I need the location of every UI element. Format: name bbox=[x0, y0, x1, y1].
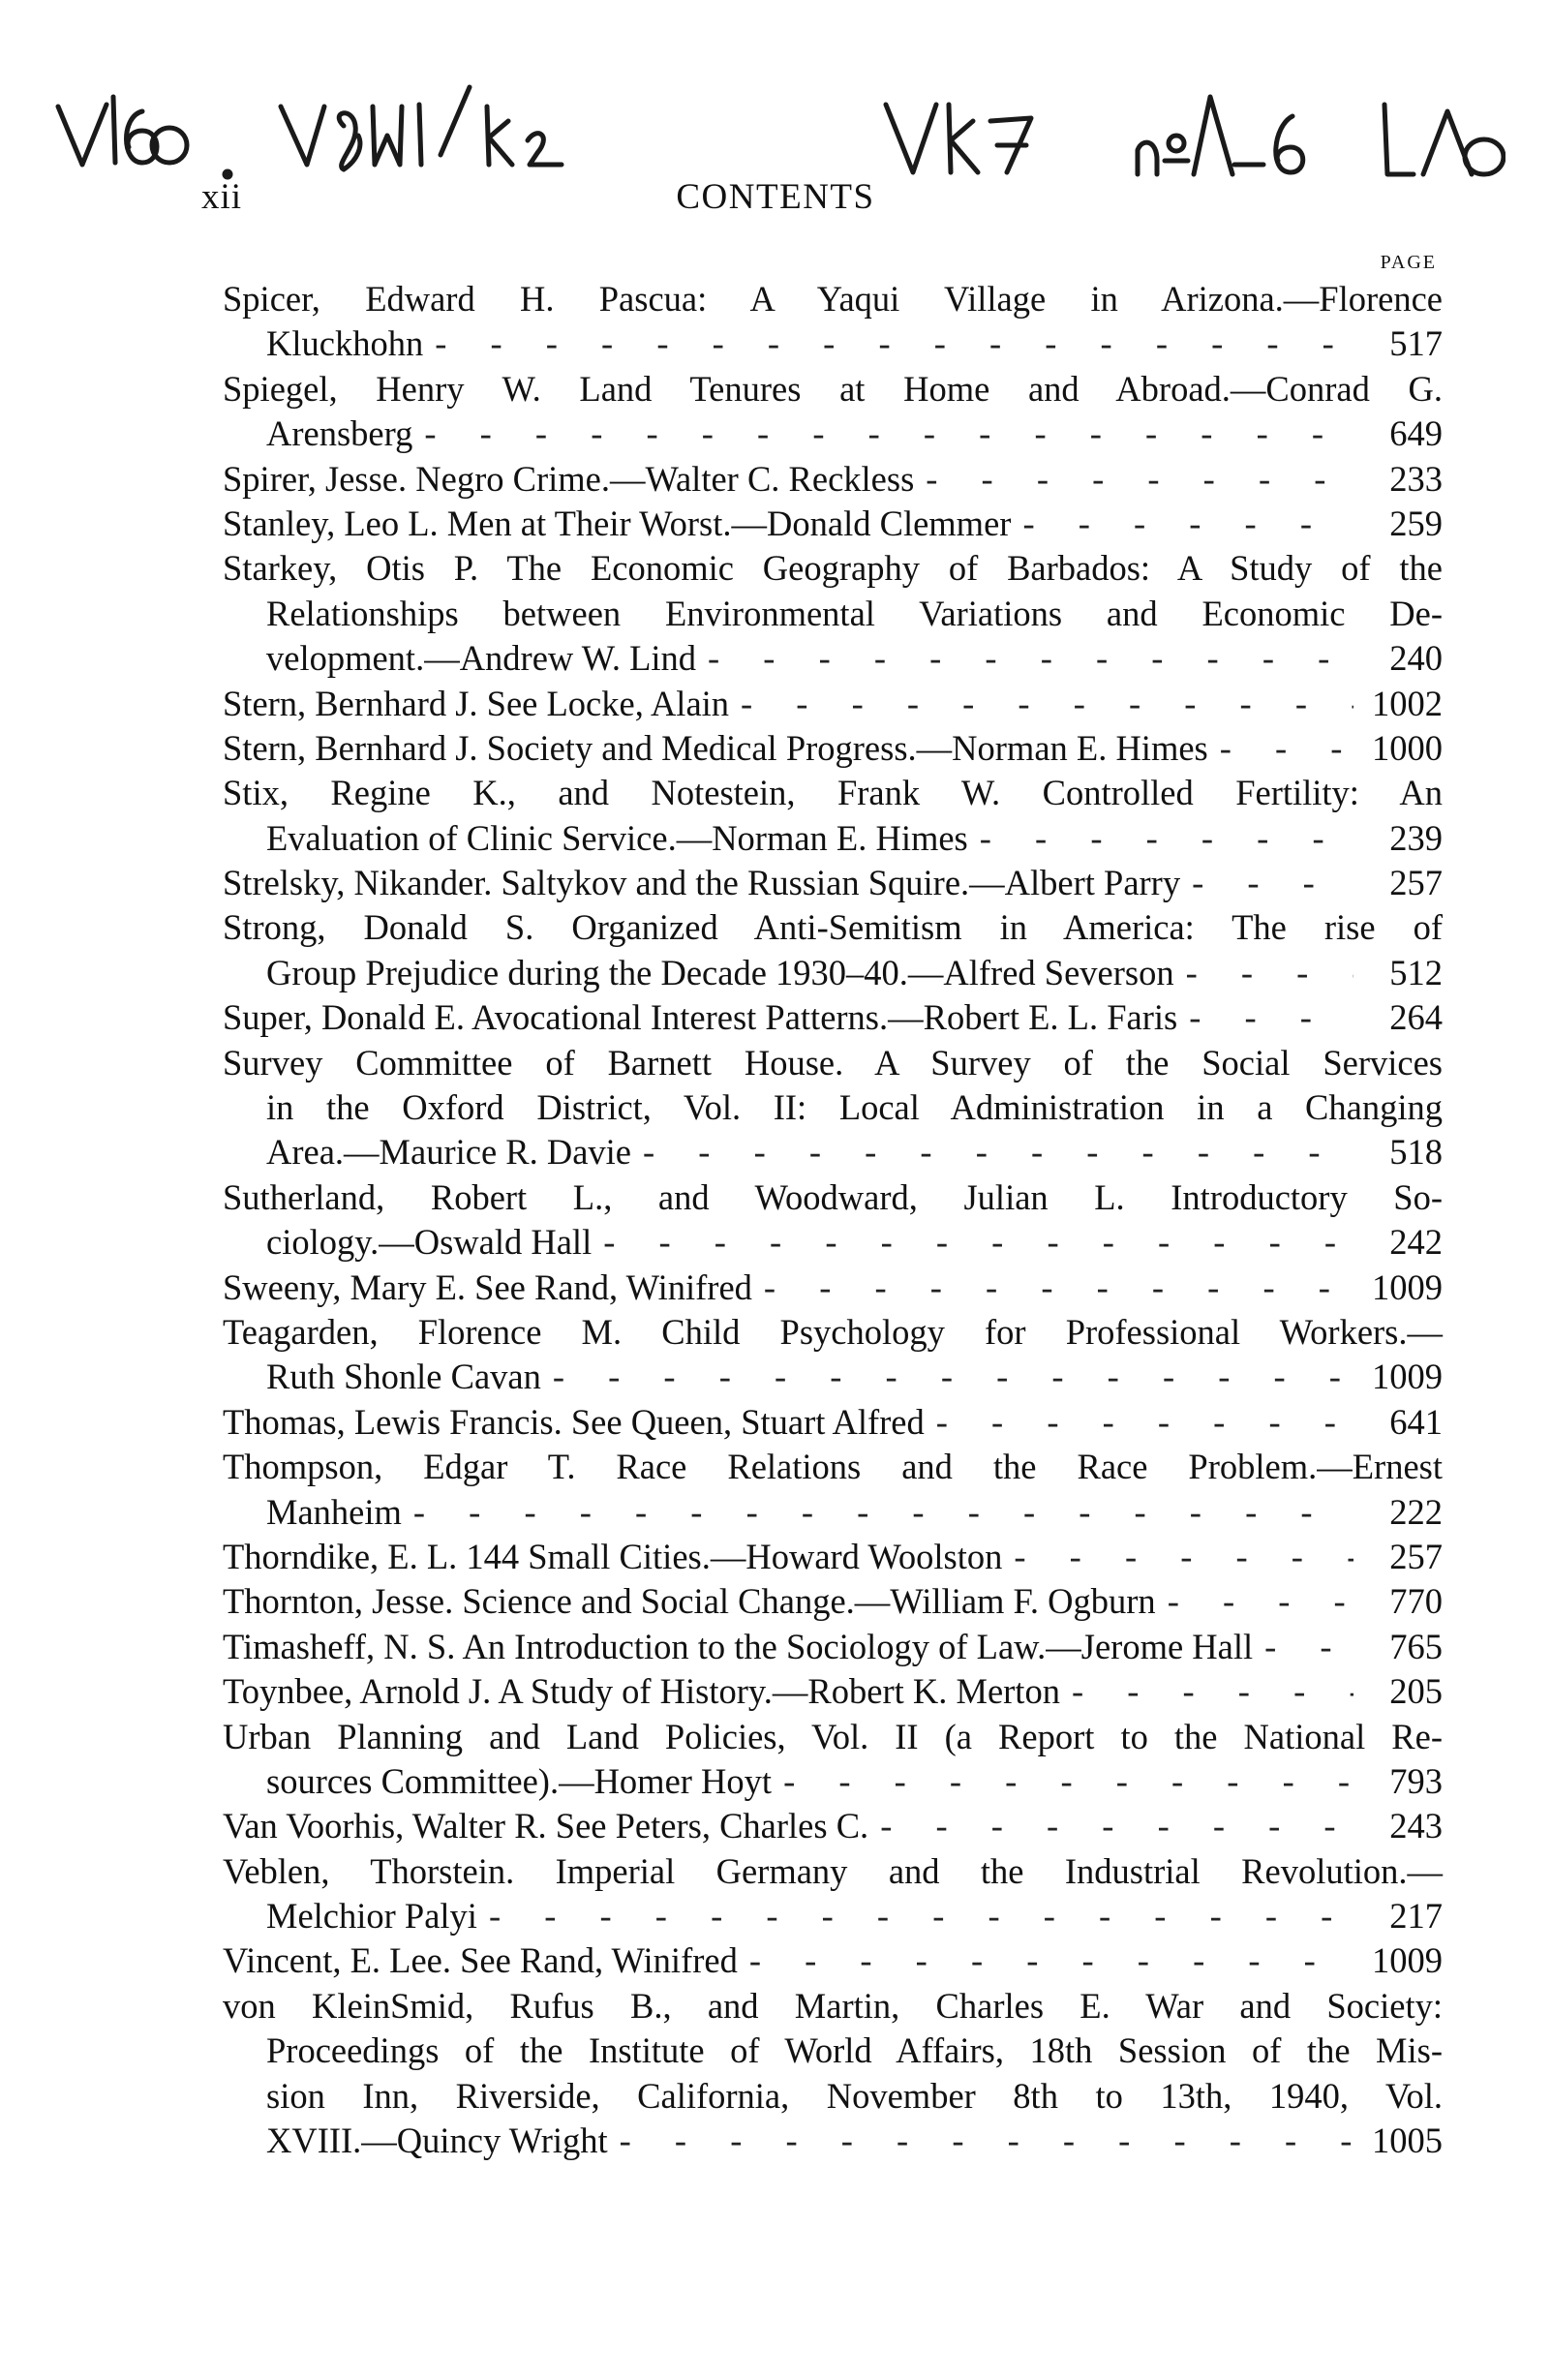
dot-leader bbox=[783, 1759, 1353, 1804]
entry-line bbox=[223, 277, 1443, 321]
entry-text: Urban Planning and Land Policies, Vol. II (a Report to the National Re- bbox=[223, 1716, 1443, 1756]
entry-text: Veblen, Thorstein. Imperial Germany and the Industrial Revolution.— bbox=[223, 1850, 1443, 1891]
contents-entry bbox=[223, 546, 1443, 681]
contents-entry bbox=[223, 1579, 1443, 1624]
entry-line bbox=[223, 1085, 1443, 1130]
entry-last-line bbox=[223, 861, 1443, 905]
entry-last-line bbox=[223, 457, 1443, 502]
dot-leader bbox=[936, 1400, 1353, 1445]
entry-line bbox=[223, 1849, 1443, 1894]
entry-text: Proceedings of the Institute of World Affairs, 18th Session of the Mis- bbox=[266, 2030, 1443, 2071]
handwritten-annotation-graphic bbox=[53, 68, 1505, 184]
page-number: 793 bbox=[1389, 1760, 1443, 1801]
entry-text: Thorndike, E. L. 144 Small Cities.—Howard Woolston bbox=[223, 1536, 1003, 1576]
dot-leader bbox=[603, 1220, 1353, 1265]
entry-text: ciology.—Oswald Hall bbox=[266, 1222, 593, 1263]
contents-entry bbox=[223, 1310, 1443, 1400]
entry-line bbox=[223, 2074, 1443, 2119]
entry-line bbox=[223, 367, 1443, 412]
page-column-label: PAGE bbox=[1380, 252, 1437, 273]
entry-last-line bbox=[223, 1535, 1443, 1579]
entry-text: Super, Donald E. Avocational Interest Patterns.—Robert E. L. Faris bbox=[223, 997, 1178, 1038]
entry-line bbox=[223, 905, 1443, 950]
entry-text: Sutherland, Robert L., and Woodward, Julian L. Introductory So- bbox=[223, 1176, 1443, 1217]
entry-text: Evaluation of Clinic Service.—Norman E. Himes bbox=[266, 817, 968, 858]
entry-line bbox=[223, 1715, 1443, 1759]
dot-leader bbox=[1072, 1669, 1353, 1714]
entry-last-line bbox=[223, 682, 1443, 726]
entry-text: Strong, Donald S. Organized Anti-Semitism in America: The rise of bbox=[223, 907, 1443, 948]
contents-entry bbox=[223, 457, 1443, 502]
entry-line bbox=[223, 1445, 1443, 1489]
contents-entry bbox=[223, 771, 1443, 861]
entry-last-line bbox=[223, 636, 1443, 681]
dot-leader bbox=[1189, 995, 1353, 1040]
contents-entry bbox=[223, 682, 1443, 726]
contents-entry bbox=[223, 1984, 1443, 2164]
entry-text: sion Inn, Riverside, California, November 8th to 13th, 1940, Vol. bbox=[266, 2075, 1443, 2116]
dot-leader bbox=[926, 457, 1353, 502]
entry-text: von KleinSmid, Rufus B., and Martin, Charles E. War and Society: bbox=[223, 1985, 1443, 2026]
page-number: 1009 bbox=[1372, 1940, 1443, 1981]
dot-leader bbox=[1022, 502, 1353, 546]
entry-last-line bbox=[223, 2119, 1443, 2163]
dot-leader bbox=[413, 1490, 1353, 1535]
entry-last-line bbox=[223, 1490, 1443, 1535]
entry-text: Melchior Palyi bbox=[266, 1896, 477, 1937]
page-number: 512 bbox=[1389, 952, 1443, 992]
dot-leader bbox=[1168, 1579, 1353, 1624]
entry-last-line bbox=[223, 321, 1443, 366]
page-number: 243 bbox=[1389, 1806, 1443, 1846]
contents-entry bbox=[223, 1804, 1443, 1848]
entry-text: Strelsky, Nikander. Saltykov and the Russian Squire.—Albert Parry bbox=[223, 863, 1181, 903]
dot-leader bbox=[424, 412, 1353, 456]
entry-text: Stanley, Leo L. Men at Their Worst.—Donald Clemmer bbox=[223, 503, 1012, 543]
contents-entry bbox=[223, 1535, 1443, 1579]
page-number: 641 bbox=[1389, 1401, 1443, 1442]
entry-last-line bbox=[223, 1355, 1443, 1399]
dot-leader bbox=[980, 816, 1353, 861]
contents-entry bbox=[223, 367, 1443, 457]
page-number: 217 bbox=[1389, 1896, 1443, 1937]
entry-text: Spirer, Jesse. Negro Crime.—Walter C. Reckless bbox=[223, 458, 915, 499]
entry-text: Spicer, Edward H. Pascua: A Yaqui Village in Arizona.—Florence bbox=[223, 279, 1443, 319]
entry-text: Starkey, Otis P. The Economic Geography of Barbados: A Study of the bbox=[223, 548, 1443, 589]
entry-text: Survey Committee of Barnett House. A Survey of the Social Services bbox=[223, 1042, 1443, 1083]
entry-text: Van Voorhis, Walter R. See Peters, Charles C. bbox=[223, 1806, 869, 1846]
handwritten-call-number bbox=[53, 68, 1505, 184]
entry-line bbox=[223, 1310, 1443, 1355]
page-number: 1005 bbox=[1372, 2121, 1443, 2161]
contents-entry bbox=[223, 277, 1443, 367]
entry-last-line bbox=[223, 1804, 1443, 1848]
dot-leader bbox=[1192, 861, 1353, 905]
entry-text: Ruth Shonle Cavan bbox=[266, 1357, 541, 1397]
entry-line bbox=[223, 2029, 1443, 2073]
dot-leader bbox=[1186, 951, 1353, 995]
contents-entry bbox=[223, 995, 1443, 1040]
dot-leader bbox=[741, 682, 1353, 726]
dot-leader bbox=[1014, 1535, 1353, 1579]
entry-text: Arensberg bbox=[266, 413, 413, 454]
page-number: 257 bbox=[1389, 863, 1443, 903]
contents-entry bbox=[223, 1669, 1443, 1714]
entry-text: Thompson, Edgar T. Race Relations and the Race Problem.—Ernest bbox=[223, 1447, 1443, 1487]
page-number: 242 bbox=[1389, 1222, 1443, 1263]
running-head bbox=[0, 176, 1551, 234]
entry-text: Kluckhohn bbox=[266, 323, 424, 364]
dot-leader bbox=[708, 636, 1353, 681]
entry-line bbox=[223, 1984, 1443, 2029]
page-number: 257 bbox=[1389, 1536, 1443, 1576]
entry-last-line bbox=[223, 1625, 1443, 1669]
entry-text: Stern, Bernhard J. See Locke, Alain bbox=[223, 683, 730, 723]
entry-text: velopment.—Andrew W. Lind bbox=[266, 638, 697, 679]
contents-entry bbox=[223, 1400, 1443, 1445]
page-number: 1009 bbox=[1372, 1357, 1443, 1397]
page-number: 765 bbox=[1389, 1626, 1443, 1666]
page-number: 770 bbox=[1389, 1581, 1443, 1622]
page-number: 517 bbox=[1389, 323, 1443, 364]
entry-last-line bbox=[223, 1266, 1443, 1310]
page-number: 1009 bbox=[1372, 1266, 1443, 1307]
page-number: 518 bbox=[1389, 1132, 1443, 1173]
entry-text: Vincent, E. Lee. See Rand, Winifred bbox=[223, 1940, 738, 1981]
dot-leader bbox=[749, 1938, 1353, 1983]
entry-text: Spiegel, Henry W. Land Tenures at Home and Abroad.—Conrad G. bbox=[223, 368, 1443, 409]
entry-last-line bbox=[223, 412, 1443, 456]
entry-text: Relationships between Environmental Variations and Economic De- bbox=[266, 593, 1443, 633]
entry-last-line bbox=[223, 1894, 1443, 1938]
entry-text: Teagarden, Florence M. Child Psychology for Professional Workers.— bbox=[223, 1311, 1443, 1352]
dot-leader bbox=[489, 1894, 1353, 1938]
entry-text: sources Committee).—Homer Hoyt bbox=[266, 1760, 773, 1801]
entry-text: Stern, Bernhard J. Society and Medical Progress.—Norman E. Himes bbox=[223, 727, 1208, 768]
contents-entry bbox=[223, 1849, 1443, 1939]
page-number: 222 bbox=[1389, 1491, 1443, 1532]
entry-line bbox=[223, 592, 1443, 636]
dot-leader bbox=[1220, 726, 1353, 771]
page-number: 264 bbox=[1389, 997, 1443, 1038]
page-number: 1000 bbox=[1372, 727, 1443, 768]
entry-text: Area.—Maurice R. Davie bbox=[266, 1132, 632, 1173]
entry-last-line bbox=[223, 951, 1443, 995]
contents-entry bbox=[223, 1175, 1443, 1266]
entry-text: Stix, Regine K., and Notestein, Frank W. Controlled Fertility: An bbox=[223, 773, 1443, 813]
entry-last-line bbox=[223, 726, 1443, 771]
entry-last-line bbox=[223, 1220, 1443, 1265]
page-number: 205 bbox=[1389, 1671, 1443, 1712]
entry-last-line bbox=[223, 1759, 1443, 1804]
entry-text: in the Oxford District, Vol. II: Local Administration in a Changing bbox=[266, 1087, 1443, 1128]
contents-entry bbox=[223, 1715, 1443, 1805]
contents-entry bbox=[223, 726, 1443, 771]
entry-text: Sweeny, Mary E. See Rand, Winifred bbox=[223, 1266, 752, 1307]
entry-line bbox=[223, 1041, 1443, 1085]
entry-text: Toynbee, Arnold J. A Study of History.—Robert K. Merton bbox=[223, 1671, 1060, 1712]
entry-text: Timasheff, N. S. An Introduction to the Sociology of Law.—Jerome Hall bbox=[223, 1626, 1254, 1666]
contents-entry bbox=[223, 1041, 1443, 1175]
page-number: 1002 bbox=[1372, 683, 1443, 723]
dot-leader bbox=[880, 1804, 1353, 1848]
entry-text: XVIII.—Quincy Wright bbox=[266, 2121, 608, 2161]
entry-text: Thornton, Jesse. Science and Social Change.—William F. Ogburn bbox=[223, 1581, 1156, 1622]
entry-last-line bbox=[223, 1938, 1443, 1983]
dot-leader bbox=[643, 1130, 1353, 1175]
entry-last-line bbox=[223, 1669, 1443, 1714]
dot-leader bbox=[1264, 1625, 1353, 1669]
entry-last-line bbox=[223, 1400, 1443, 1445]
contents-entry bbox=[223, 905, 1443, 995]
entry-line bbox=[223, 771, 1443, 815]
page-title: CONTENTS bbox=[676, 177, 875, 217]
page-number: 240 bbox=[1389, 638, 1443, 679]
contents-entry bbox=[223, 861, 1443, 905]
entry-last-line bbox=[223, 995, 1443, 1040]
entry-line bbox=[223, 546, 1443, 591]
contents-entry bbox=[223, 1266, 1443, 1310]
contents-entry bbox=[223, 1625, 1443, 1669]
dot-leader bbox=[764, 1266, 1353, 1310]
dot-leader bbox=[620, 2119, 1353, 2163]
entry-last-line bbox=[223, 1579, 1443, 1624]
dot-leader bbox=[553, 1355, 1353, 1399]
entry-last-line bbox=[223, 1130, 1443, 1175]
contents-entry bbox=[223, 1445, 1443, 1535]
entry-text: Group Prejudice during the Decade 1930–40.—Alfred Severson bbox=[266, 952, 1174, 992]
page-number: 239 bbox=[1389, 817, 1443, 858]
page-number: 233 bbox=[1389, 458, 1443, 499]
entry-text: Thomas, Lewis Francis. See Queen, Stuart Alfred bbox=[223, 1401, 925, 1442]
entry-last-line bbox=[223, 502, 1443, 546]
folio-number: xii bbox=[201, 177, 243, 217]
contents-entry bbox=[223, 502, 1443, 546]
page-number: 649 bbox=[1389, 413, 1443, 454]
entry-line bbox=[223, 1175, 1443, 1220]
entry-text: Manheim bbox=[266, 1491, 402, 1532]
page-number: 259 bbox=[1389, 503, 1443, 543]
dot-leader bbox=[435, 321, 1353, 366]
contents-list bbox=[223, 277, 1443, 2163]
entry-last-line bbox=[223, 816, 1443, 861]
contents-entry bbox=[223, 1938, 1443, 1983]
